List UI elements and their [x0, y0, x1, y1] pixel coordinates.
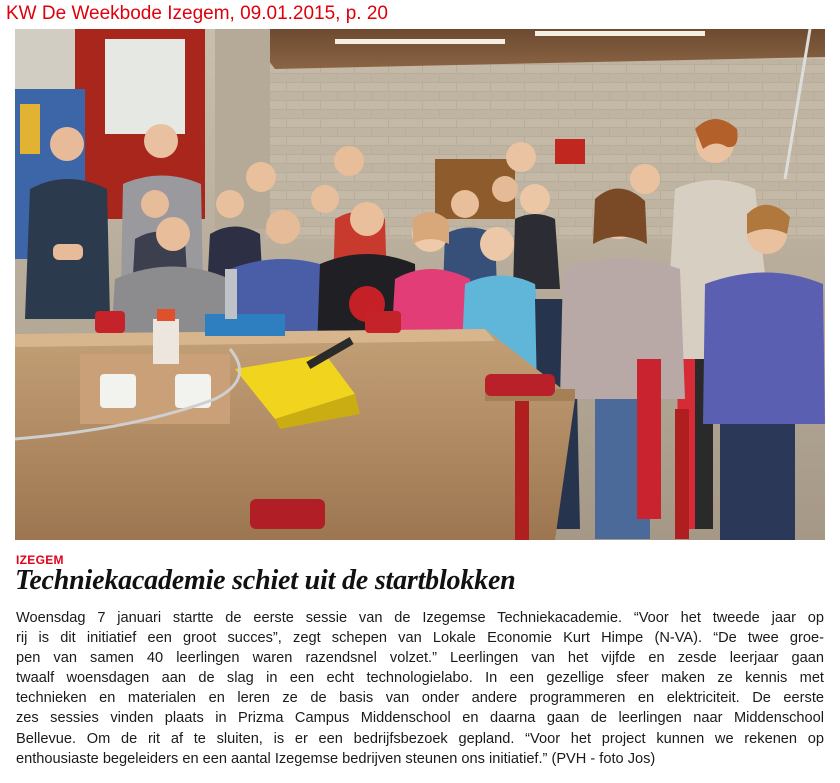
article-kicker: IZEGEM — [16, 553, 64, 567]
article-body-line: twaalf woensdagen aan de slag in een echt technologielabo. In een gezellige sfeer maken ze kennis met — [16, 670, 824, 687]
article-body-line: zes sessies vinden plaats in Prizma Campus Middenschool en daarna gaan de leerlingen naar Middenschool — [16, 710, 824, 727]
article-headline: Techniekacademie schiet uit de startblokken — [15, 565, 516, 596]
article-body — [16, 608, 824, 769]
article-body-line: rij is dit initiatief een groot succes”, zegt schepen van Lokale Economie Kurt Himpe (N-VA). “De twee groe- — [16, 630, 824, 647]
article-body-line: Bellevue. Om de rit af te sluiten, is er een bedrijfsbezoek gepland. “Voor het project kunnen we rekenen op — [16, 730, 824, 747]
article-body-line: pen van samen 40 leerlingen waren razendsnel volzet.” Leerlingen van het vijfde en zesde leerjaar gaan — [16, 650, 824, 667]
article-body-line: enthousiaste begeleiders en een aantal Izegemse bedrijven steunen ons initiatief.” (PVH - foto Jos) — [16, 750, 656, 767]
article-body-line: technieken en materialen en leren ze de basis van onder andere programmeren en elektriciteit. De eerste — [16, 690, 824, 707]
source-citation: KW De Weekbode Izegem, 09.01.2015, p. 20 — [6, 3, 388, 24]
article-body-line: Woensdag 7 januari startte de eerste sessie van de Izegemse Techniekacademie. “Voor het tweede jaar op — [16, 610, 824, 626]
article-photo — [15, 29, 825, 540]
